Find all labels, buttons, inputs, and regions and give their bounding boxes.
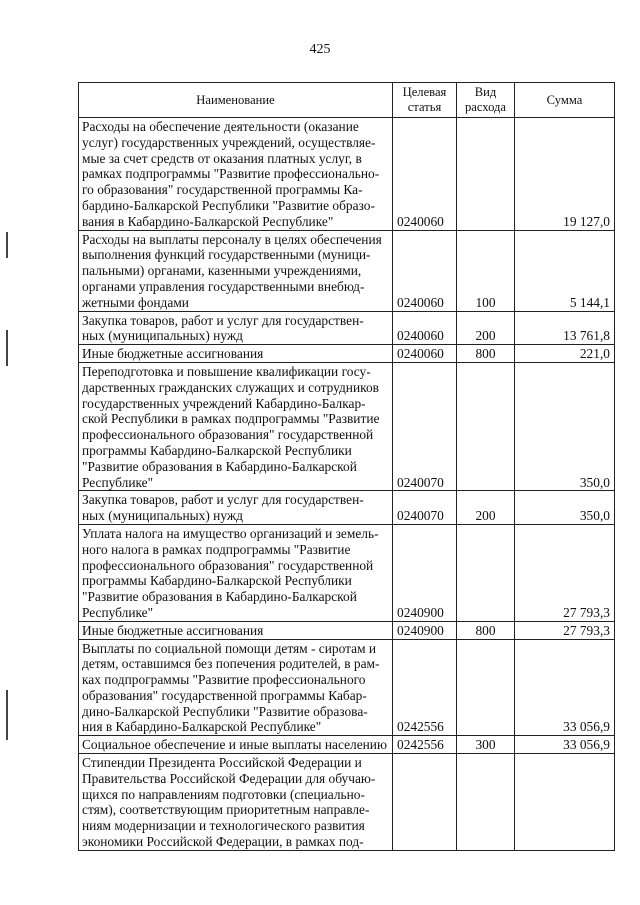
row-target-cell: 0242556 bbox=[393, 639, 457, 736]
row-kind-cell bbox=[457, 118, 515, 231]
row-kind-cell: 300 bbox=[457, 736, 515, 754]
row-kind-cell: 200 bbox=[457, 311, 515, 345]
row-target-cell: 0242556 bbox=[393, 736, 457, 754]
row-name-cell: Стипендии Президента Российской Федерации и Правительства Российской Федерации для обучаю- щихся по направлениям подготовки (специально- стям), соответствующим приоритетным направле- ниям модернизации и технологического развития экономики Российской Федерации, в рамках под- bbox=[79, 754, 393, 851]
row-sum-cell: 5 144,1 bbox=[515, 230, 615, 311]
header-target: Целевая статья bbox=[393, 83, 457, 118]
row-target-cell: 0240900 bbox=[393, 621, 457, 639]
row-kind-cell: 800 bbox=[457, 345, 515, 363]
row-name-cell: Расходы на обеспечение деятельности (оказание услуг) государственных учреждений, осуществляе- мые за счет средств от оказания платных услуг, в рамках подпрограммы "Развитие профессионально- го образования" государственной программы Ка- бардино-Балкарской Республики "Развитие образо- вания в Кабардино-Балкарской Республике" bbox=[79, 118, 393, 231]
row-sum-cell bbox=[515, 754, 615, 851]
row-sum-cell: 33 056,9 bbox=[515, 639, 615, 736]
row-name-cell: Закупка товаров, работ и услуг для государствен- ных (муниципальных) нужд bbox=[79, 491, 393, 525]
row-sum-cell: 350,0 bbox=[515, 362, 615, 490]
table-row bbox=[79, 621, 615, 639]
row-target-cell: 0240060 bbox=[393, 230, 457, 311]
table-row bbox=[79, 491, 615, 525]
table-row bbox=[79, 118, 615, 231]
row-name-cell: Выплаты по социальной помощи детям - сиротам и детям, оставшимся без попечения родителей, в рам- ках подпрограммы "Развитие профессионального образования" государственной программы Кабар- дино-Балкарской Республики "Развитие образова- ния в Кабардино-Балкарской Республике" bbox=[79, 639, 393, 736]
row-kind-cell bbox=[457, 639, 515, 736]
page-number: 425 bbox=[309, 42, 331, 57]
table-row bbox=[79, 362, 615, 490]
table-row bbox=[79, 230, 615, 311]
row-kind-cell bbox=[457, 524, 515, 621]
row-kind-cell: 200 bbox=[457, 491, 515, 525]
row-kind-cell: 100 bbox=[457, 230, 515, 311]
row-target-cell: 0240070 bbox=[393, 362, 457, 490]
row-target-cell: 0240060 bbox=[393, 118, 457, 231]
header-name: Наименование bbox=[79, 83, 393, 118]
budget-table bbox=[78, 82, 615, 851]
row-target-cell: 0240060 bbox=[393, 311, 457, 345]
scan-artifact bbox=[6, 232, 8, 258]
row-sum-cell: 350,0 bbox=[515, 491, 615, 525]
row-sum-cell: 221,0 bbox=[515, 345, 615, 363]
table-row bbox=[79, 754, 615, 851]
row-sum-cell: 27 793,3 bbox=[515, 524, 615, 621]
row-sum-cell: 33 056,9 bbox=[515, 736, 615, 754]
table-body bbox=[79, 118, 615, 851]
row-target-cell: 0240900 bbox=[393, 524, 457, 621]
row-name-cell: Иные бюджетные ассигнования bbox=[79, 345, 393, 363]
row-sum-cell: 27 793,3 bbox=[515, 621, 615, 639]
table-row bbox=[79, 345, 615, 363]
row-kind-cell bbox=[457, 754, 515, 851]
row-name-cell: Уплата налога на имущество организаций и земель- ного налога в рамках подпрограммы "Развитие профессионального образования" государственной программы Кабардино-Балкарской Республики "Развитие образования в Кабардино-Балкарской Республике" bbox=[79, 524, 393, 621]
row-target-cell: 0240060 bbox=[393, 345, 457, 363]
scan-artifact bbox=[6, 330, 8, 366]
header-kind: Вид расхода bbox=[457, 83, 515, 118]
header-sum: Сумма bbox=[515, 83, 615, 118]
table-row bbox=[79, 736, 615, 754]
table-row bbox=[79, 311, 615, 345]
scan-artifact bbox=[6, 690, 8, 740]
row-name-cell: Закупка товаров, работ и услуг для государствен- ных (муниципальных) нужд bbox=[79, 311, 393, 345]
row-name-cell: Расходы на выплаты персоналу в целях обеспечения выполнения функций государственными (муници- пальными) органами, казенными учреждениями, органами управления государственными внебюд- жетными фондами bbox=[79, 230, 393, 311]
row-target-cell: 0240070 bbox=[393, 491, 457, 525]
table-row bbox=[79, 639, 615, 736]
row-kind-cell bbox=[457, 362, 515, 490]
row-kind-cell: 800 bbox=[457, 621, 515, 639]
row-name-cell: Социальное обеспечение и иные выплаты населению bbox=[79, 736, 393, 754]
table-row bbox=[79, 524, 615, 621]
row-sum-cell: 19 127,0 bbox=[515, 118, 615, 231]
row-name-cell: Иные бюджетные ассигнования bbox=[79, 621, 393, 639]
row-name-cell: Переподготовка и повышение квалификации госу- дарственных гражданских служащих и сотрудников государственных учреждений Кабардино-Балкар- ской Республики в рамках подпрограммы "Развитие профессионального образования" государственной программы Кабардино-Балкарской Республики "Развитие образования в Кабардино-Балкарской Республике" bbox=[79, 362, 393, 490]
row-target-cell bbox=[393, 754, 457, 851]
table-header-row bbox=[79, 83, 615, 118]
row-sum-cell: 13 761,8 bbox=[515, 311, 615, 345]
